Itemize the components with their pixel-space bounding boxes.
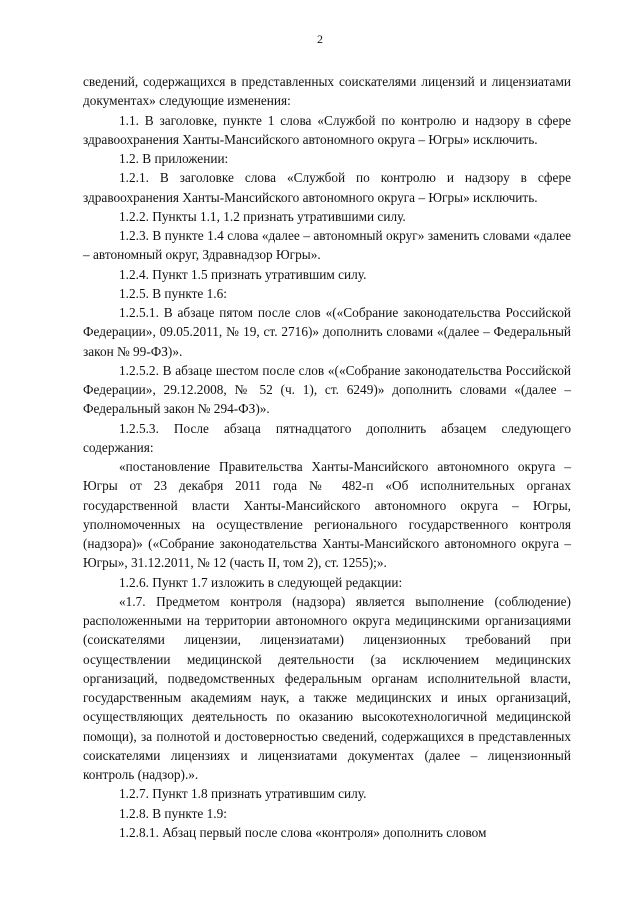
paragraph: 1.2.5.2. В абзаце шестом после слов «(«Собрание законодательства Российской Федерации», 29.12.2008, № 52 (ч. 1), ст. 6249)» дополнить словами «(далее – Федеральный закон № 294-ФЗ)». (83, 362, 571, 417)
paragraph: сведений, содержащихся в представленных соискателями лицензий и лицензиатами документах» следующие изменения: (83, 74, 571, 109)
paragraph: «1.7. Предметом контроля (надзора) является выполнение (соблюдение) расположенными на территории автономного округа медицинскими организациями (соискателями лицензии, лицензиатами) лицензионных требований при осуществлении медицинской деятельности (за исключением медицинских организаций, подведомственных федеральным органам исполнительной власти, государственным академиям наук, а также медицинских и иных организаций, осуществляющих деятельность по оказанию высокотехнологичной медицинской помощи), за полнотой и достоверностью сведений, содержащихся в представленных соискателями лицензиях и лицензиатами документах (далее – лицензионный контроль (надзор).». (83, 593, 571, 782)
paragraph: 1.1. В заголовке, пункте 1 слова «Службой по контролю и надзору в сфере здравоохранения Ханты-Мансийского автономного округа – Югры» исключить. (83, 112, 571, 147)
paragraph: 1.2.6. Пункт 1.7 изложить в следующей редакции: (119, 574, 403, 590)
paragraph: 1.2.8.1. Абзац первый после слова «контроля» дополнить словом (119, 824, 487, 840)
paragraph: 1.2.5. В пункте 1.6: (119, 285, 227, 301)
page-number: 2 (317, 32, 323, 46)
paragraph: 1.2.3. В пункте 1.4 слова «далее – автономный округ» заменить словами «далее – автономный округ, Здравнадзор Югры». (83, 228, 571, 263)
paragraph: 1.2.4. Пункт 1.5 признать утратившим силу. (119, 266, 367, 282)
paragraph: 1.2.5.3. После абзаца пятнадцатого дополнить абзацем следующего содержания: (83, 420, 571, 455)
paragraph: 1.2.1. В заголовке слова «Службой по контролю и надзору в сфере здравоохранения Ханты-Мансийского автономного округа – Югры» исключить. (83, 170, 571, 205)
paragraph: 1.2. В приложении: (119, 151, 229, 166)
paragraph: 1.2.8. В пункте 1.9: (119, 805, 227, 821)
paragraph: «постановление Правительства Ханты-Мансийского автономного округа – Югры от 23 декабря 2011 года № 482-п «Об исполнительных органах государственной власти Ханты-Мансийского автономного округа – Югры, уполномоченных на осуществление регионального государственного контроля (надзора)» («Собрание законодательства Ханты-Мансийского автономного округа – Югры», 31.12.2011, № 12 (часть II, том 2), ст. 1255);». (83, 459, 571, 571)
paragraph: 1.2.7. Пункт 1.8 признать утратившим силу. (119, 786, 367, 802)
document-body (83, 72, 571, 842)
paragraph: 1.2.5.1. В абзаце пятом после слов «(«Собрание законодательства Российской Федерации», 09.05.2011, № 19, ст. 2716)» дополнить словами «(далее – Федеральный закон № 99-ФЗ)». (83, 305, 571, 359)
paragraph: 1.2.2. Пункты 1.1, 1.2 признать утратившими силу. (119, 208, 406, 224)
